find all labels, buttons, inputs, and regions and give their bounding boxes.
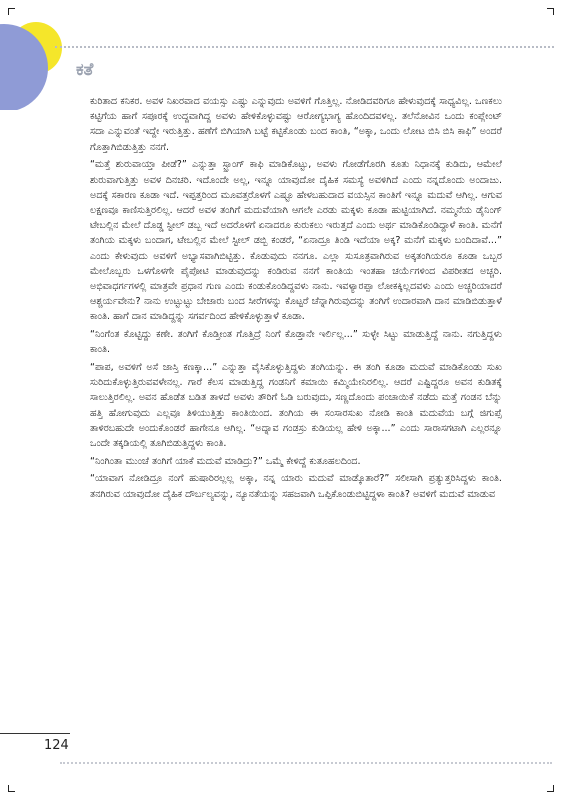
chapter-title: ಕತೆ bbox=[76, 60, 94, 80]
crop-mark-bottom-right bbox=[547, 785, 554, 792]
footer-rule bbox=[0, 733, 70, 734]
crop-mark-top-right bbox=[547, 8, 554, 15]
paragraph: “ನಿಂಗೆಂತ ಕೊಟ್ಟಿದ್ದು ಕಣೇ. ತಂಗಿಗೆ ಕೊಡ್ತೀಂತ ಗೊತ್ತಿದ್ರೆ ನಿಂಗೆ ಕೊಡ್ತಾನೇ ಇರ್ಲಿಲ್ಲ...” ಸುಳ್ಳೇ ಸಿಟ್ಟು ಮಾಡುತ್ತಿದ್ದೆ ನಾನು. ನಗುತ್ತಿದ್ದಳು ಕಾಂತಿ. bbox=[90, 329, 502, 356]
paragraph: “ನಿಂಗಿಂತಾ ಮುಂಚೆ ತಂಗಿಗೆ ಯಾಕೆ ಮದುವೆ ಮಾಡಿದ್ರು?” ಒಮ್ಮೆ ಕೇಳಿದ್ದೆ ಕುತೂಹಲದಿಂದ. bbox=[90, 455, 361, 467]
footer-dotted-rule bbox=[60, 762, 552, 764]
crop-mark-bottom-left bbox=[8, 785, 15, 792]
story-body bbox=[90, 94, 502, 714]
paragraph: “ಮತ್ತೆ ಶುರುವಾಯ್ತಾ ಪೀಡೆ?” ಎನ್ನುತ್ತಾ ಸ್ಟ್ರಾಂಗ್ ಕಾಫಿ ಮಾಡಿಕೊಟ್ಟು, ಅವಳು ಗೋಡೆಗೊರಗಿ ಕೂತು ನಿಧಾನಕ್ಕೆ ಕುಡಿದು, ಆಮೇಲೆ ಶುರುವಾಗುತ್ತಿತ್ತು ಅವಳ ದಿನಚರಿ. ಇದೊಂದೇ ಅಲ್ಲ, ಇನ್ನೂ ಯಾವುದೋ ದೈಹಿಕ ಸಮಸ್ಯೆ ಅವಳಿಗಿದೆ ಎಂದು ನನ್ನದೊಂದು ಅಂದಾಜು. ಅದಕ್ಕೆ ಸಕಾರಣ ಕೂಡಾ ಇದೆ. ಇಪ್ಪತ್ತರಿಂದ ಮೂವತ್ತರೊಳಗೆ ಎಷ್ಟೂ ಹೇಳಬಹುದಾದ ವಯಸ್ಸಿನ ಕಾಂತಿಗೆ ಇನ್ನೂ ಮದುವೆ ಆಗಿಲ್ಲ. ಆಗುವ ಲಕ್ಷಣವೂ ಕಾಣಿಸುತ್ತಿರಲಿಲ್ಲ. ಆದರೆ ಅವಳ ತಂಗಿಗೆ ಮದುವೆಯಾಗಿ ಆಗಲೇ ಎರಡು ಮಕ್ಕಳು ಕೂಡಾ ಹುಟ್ಟಿಯಾಗಿದೆ. ನಮ್ಮನೆಯ ಡೈನಿಂಗ್ ಟೇಬಲ್ಲಿನ ಮೇಲೆ ದೊಡ್ಡ ಸ್ಟೀಲ್ ಡಬ್ಬ ಇದೆ ಅದರೊಳಗೆ ಏನಾದರೂ ಕುರುಕಲು ಇರುತ್ತದೆ ಎಂದು ಅರ್ಥ ಮಾಡಿಕೊಂಡಿದ್ದಾಳೆ ಕಾಂತಿ. ಮನೆಗೆ ತಂಗಿಯ ಮಕ್ಕಳು ಬಂದಾಗ, ಟೇಬಲ್ಲಿನ ಮೇಲೆ ಸ್ಟೀಲ್ ಡಬ್ಬಿ ಕಂಡರೆ, “ಏನಾದ್ರೂ ತಿಂಡಿ ಇದೆಯಾ ಅಕ್ಕ? ಮನೆಗೆ ಮಕ್ಕಳು ಬಂದಿದಾವೆ...” ಎಂದು ಕೇಳುವುದು ಅವಳಿಗೆ ಅಭ್ಯಾಸವಾಗಿಬಿಟ್ಟಿತ್ತು. ಕೊಡುವುದು ನನಗೂ. ಎಲ್ಲಾ ಸುಸೂತ್ರವಾಗಿರುವ ಅಕ್ಕತಂಗಿಯರೂ ಕೂಡಾ ಒಬ್ಬರ ಮೇಲೊಬ್ಬರು ಒಳಗೊಳಗೇ ಪೈಪೋಟಿ ಮಾಡುವುದನ್ನು ಕಂಡಿರುವ ನನಗೆ ಕಾಂತಿಯ ಇಂತಹಾ ಚರ್ಯೆಗಳಿಂದ ವಿಪರೀತದ ಅಚ್ಚರಿ. ಅಭಿವಾಧರ್ಗಗಳಲ್ಲಿ ಮಾತ್ರವೇ ಪ್ರಧಾನ ಗುಣ ಎಂದು ಕಂಡುಕೊಂಡಿದ್ದವಳು ನಾನು. ಇವಳ್ಯಾರಪ್ಪಾ ಲೋಕಕ್ಕಿಲ್ಲದವಳು ಎಂದು ಅಚ್ಚರಿಯಾದರೆ ಆಶ್ಚರ್ಯವೇನು? ನಾನು ಉಟ್ಟುಟ್ಟು ಬೇಜಾರು ಬಂದ ಸೀರೆಗಳನ್ನು ಕೊಟ್ಟರೆ ಚೆನ್ನಾಗಿರುವುದನ್ನು ತಂಗಿಗೆ ಉದಾರವಾಗಿ ದಾನ ಮಾಡಿಬಿಡುತ್ತಾಳೆ ಕಾಂತಿ. ಹಾಗೆ ದಾನ ಮಾಡಿದ್ದನ್ನು ಸಗರ್ವದಿಂದ ಹೇಳಿಕೊಳ್ಳುತ್ತಾಳೆ ಕೂಡಾ. bbox=[90, 159, 502, 323]
page-number: 124 bbox=[44, 738, 69, 753]
paragraph: ಕುರಿತಾದ ಕನಿಕರ. ಅವಳ ನಿಖರವಾದ ವಯಸ್ಸು ಎಷ್ಟು ಎನ್ನುವುದು ಅವಳಿಗೆ ಗೊತ್ತಿಲ್ಲ. ನೋಡಿದವರಿಗೂ ಹೇಳುವುದಕ್ಕೆ ಸಾಧ್ಯವಿಲ್ಲ. ಒಣಕಲು ಕಟ್ಟಿಗೆಯ ಹಾಗೆ ಸಪೂರಕ್ಕೆ ಉದ್ದವಾಗಿದ್ದ ಅವಳು ಹೇಳಿಕೊಳ್ಳುವಷ್ಟು ಆರೋಗ್ಯಭಾಗ್ಯ ಹೊಂದಿದವಳಲ್ಲ. ತಲೆನೋವಿನ ಒಂದು ಕಂಪ್ಲೇಂಟ್ ಸದಾ ಎನ್ನುವಂತೆ ಇದ್ದೇ ಇರುತ್ತಿತ್ತು. ಹಣೆಗೆ ಬಿಗಿಯಾಗಿ ಬಟ್ಟೆ ಕಟ್ಟಿಕೊಂಡು ಬಂದ ಕಾಂತಿ, “ಅಕ್ಕಾ, ಒಂದು ಲೋಟ ಬಿಸಿ ಬಿಸಿ ಕಾಫಿ” ಅಂದರೆ ಗೊತ್ತಾಗಿಬಿಡುತ್ತಿತ್ತು ನನಗೆ. bbox=[90, 96, 502, 153]
header-dotted-rule bbox=[55, 46, 554, 48]
paragraph: “ಪಾಪ, ಅವಳಿಗೆ ಅಸೆ ಜಾಸ್ತಿ ಕಣಕ್ಕಾ...” ಎನ್ನುತ್ತಾ ವೈಸಿಕೊಳ್ಳುತ್ತಿದ್ದಳು ತಂಗಿಯನ್ನು. ಈ ತಂಗಿ ಕೂಡಾ ಮದುವೆ ಮಾಡಿಕೊಂಡು ಸುಖ ಸುರಿದುಕೊಳ್ಳುತ್ತಿರುವವಳೇನಲ್ಲ. ಗಾರೆ ಕೆಲಸ ಮಾಡುತ್ತಿದ್ದ ಗಂಡನಿಗೆ ಕಮಾಯಿ ಕಮ್ಮಿಯೇನಿರಲಿಲ್ಲ. ಆದರೆ ಎಷ್ಟಿದ್ದರೂ ಅವನ ಕುಡಿತಕ್ಕೆ ಸಾಲುತ್ತಿರಲಿಲ್ಲ. ಅವನ ಹೊಡೆತ ಬಡಿತ ತಾಳದೆ ಅವಳು ತೌರಿಗೆ ಓಡಿ ಬರುವುದು, ಸಣ್ಣದೊಂದು ಪಂಚಾಯಿಕೆ ನಡೆದು ಮತ್ತೆ ಗಂಡನ ಬೆನ್ನು ಹತ್ತಿ ಹೋಗುವುದು ಎಲ್ಲವೂ ತಿಳಿಯುತ್ತಿತ್ತು ಕಾಂತಿಯಿಂದ. ತಂಗಿಯ ಈ ಸಂಸಾರಸುಖ ನೋಡಿ ಕಾಂತಿ ಮದುವೆಯ ಬಗ್ಗೆ ಜಿಗುಪ್ಸೆ ತಾಳಿರಬಹುದೇ ಅಂದುಕೊಂಡರೆ ಹಾಗೇನೂ ಆಗಿಲ್ಲ. “ಅದ್ನಾವ ಗಂಡಸ್ರು ಕುಡಿಯಲ್ಲ ಹೇಳಿ ಅಕ್ಕಾ...” ಎಂದು ಸಾರಾಸಗಟಾಗಿ ಎಲ್ಲರನ್ನೂ ಒಂದೇ ತಕ್ಕಡಿಯಲ್ಲಿ ತೂಗಿಬಿಡುತ್ತಿದ್ದಳು ಕಾಂತಿ. bbox=[90, 361, 502, 449]
paragraph: “ಯಾವಾಗ ನೋಡಿದ್ರೂ ನಂಗೆ ಹುಷಾರಿರಲ್ಲಲ್ಲ ಅಕ್ಕಾ, ನನ್ನ ಯಾರು ಮದುವೆ ಮಾಡ್ಕೊತಾರೆ?” ಸಲೀಸಾಗಿ ಪ್ರತ್ಯುತ್ತರಿಸಿದ್ದಳು ಕಾಂತಿ. ತನಗಿರುವ ಯಾವುದೋ ದೈಹಿಕ ದೌರ್ಬಲ್ಯವನ್ನು, ನ್ಯೂನತೆಯನ್ನು ಸಹಜವಾಗಿ ಒಪ್ಪಿಕೊಂಡುಬಿಟ್ಟಿದ್ದಳಾ ಕಾಂತಿ? ಅವಳಿಗೆ ಮದುವೆ ಮಾಡುವ bbox=[90, 473, 502, 500]
